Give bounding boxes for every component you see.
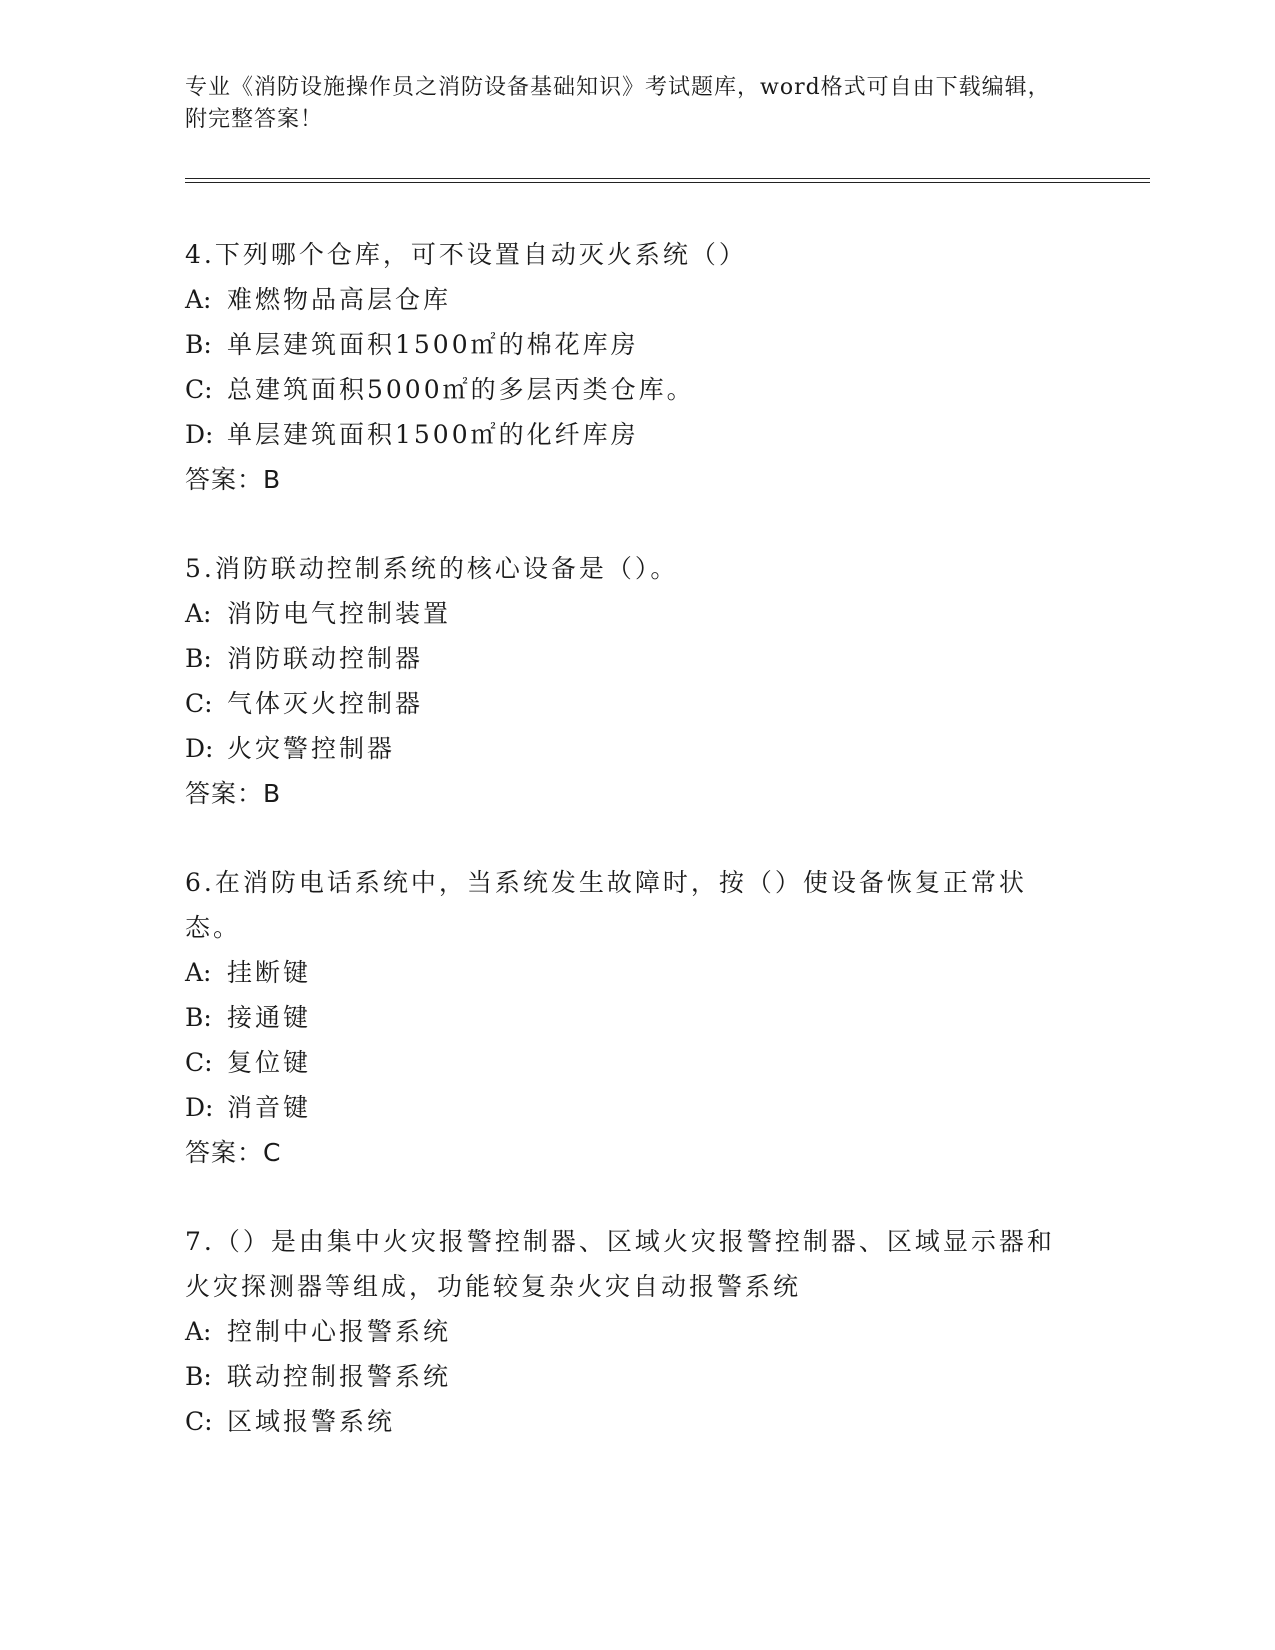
option-text: 难燃物品高层仓库	[227, 285, 452, 314]
question-list	[185, 232, 1065, 1488]
option-text: 控制中心报警系统	[227, 1317, 452, 1346]
question-6	[185, 860, 1065, 1175]
option-letter: B:	[185, 1003, 212, 1032]
option-letter: D:	[185, 420, 214, 449]
question-5	[185, 546, 1065, 816]
option-c	[185, 681, 1065, 726]
option-letter: C:	[185, 1407, 213, 1436]
option-c	[185, 1040, 1065, 1085]
option-text: 区域报警系统	[227, 1407, 396, 1436]
answer-line: 答案：C	[185, 1138, 282, 1167]
option-text: 消防联动控制器	[227, 644, 424, 673]
option-a	[185, 1309, 1065, 1354]
option-b	[185, 995, 1065, 1040]
question-4	[185, 232, 1065, 502]
option-c	[185, 367, 1065, 412]
option-letter: D:	[185, 734, 214, 763]
option-text: 接通键	[227, 1003, 312, 1032]
answer-line: 答案：B	[185, 465, 282, 494]
option-c	[185, 1399, 1065, 1444]
option-text: 火灾警控制器	[227, 734, 396, 763]
option-letter: B:	[185, 330, 212, 359]
option-text: 单层建筑面积1500㎡的化纤库房	[227, 420, 639, 449]
question-7	[185, 1219, 1065, 1444]
option-text: 复位键	[227, 1048, 312, 1077]
option-b	[185, 1354, 1065, 1399]
option-d	[185, 726, 1065, 771]
option-a	[185, 950, 1065, 995]
option-text: 联动控制报警系统	[227, 1362, 452, 1391]
option-text: 气体灭火控制器	[227, 689, 424, 718]
document-header: 专业《消防设施操作员之消防设备基础知识》考试题库，word格式可自由下载编辑，附完整答案！	[185, 75, 1051, 132]
option-b	[185, 636, 1065, 681]
option-letter: C:	[185, 1048, 213, 1077]
option-text: 总建筑面积5000㎡的多层丙类仓库。	[227, 375, 695, 404]
option-d	[185, 1085, 1065, 1130]
option-b	[185, 322, 1065, 367]
option-letter: C:	[185, 689, 213, 718]
option-letter: A:	[185, 958, 212, 987]
answer-line: 答案：B	[185, 779, 282, 808]
option-a	[185, 591, 1065, 636]
option-text: 消音键	[227, 1093, 312, 1122]
option-letter: D:	[185, 1093, 214, 1122]
question-stem: 7.（）是由集中火灾报警控制器、区域火灾报警控制器、区域显示器和火灾探测器等组成，功能较复杂火灾自动报警系统	[185, 1227, 1055, 1301]
option-text: 挂断键	[227, 958, 312, 987]
option-letter: C:	[185, 375, 213, 404]
option-d	[185, 412, 1065, 457]
question-stem: 5.消防联动控制系统的核心设备是（）。	[185, 554, 679, 583]
option-letter: B:	[185, 1362, 212, 1391]
option-letter: B:	[185, 644, 212, 673]
question-stem: 6.在消防电话系统中，当系统发生故障时，按（）使设备恢复正常状态。	[185, 868, 1027, 942]
option-letter: A:	[185, 1317, 212, 1346]
option-text: 单层建筑面积1500㎡的棉花库房	[227, 330, 639, 359]
question-stem: 4.下列哪个仓库，可不设置自动灭火系统（）	[185, 240, 747, 269]
option-letter: A:	[185, 599, 212, 628]
option-a	[185, 277, 1065, 322]
header-divider	[185, 178, 1150, 183]
option-letter: A:	[185, 285, 212, 314]
option-text: 消防电气控制装置	[227, 599, 452, 628]
